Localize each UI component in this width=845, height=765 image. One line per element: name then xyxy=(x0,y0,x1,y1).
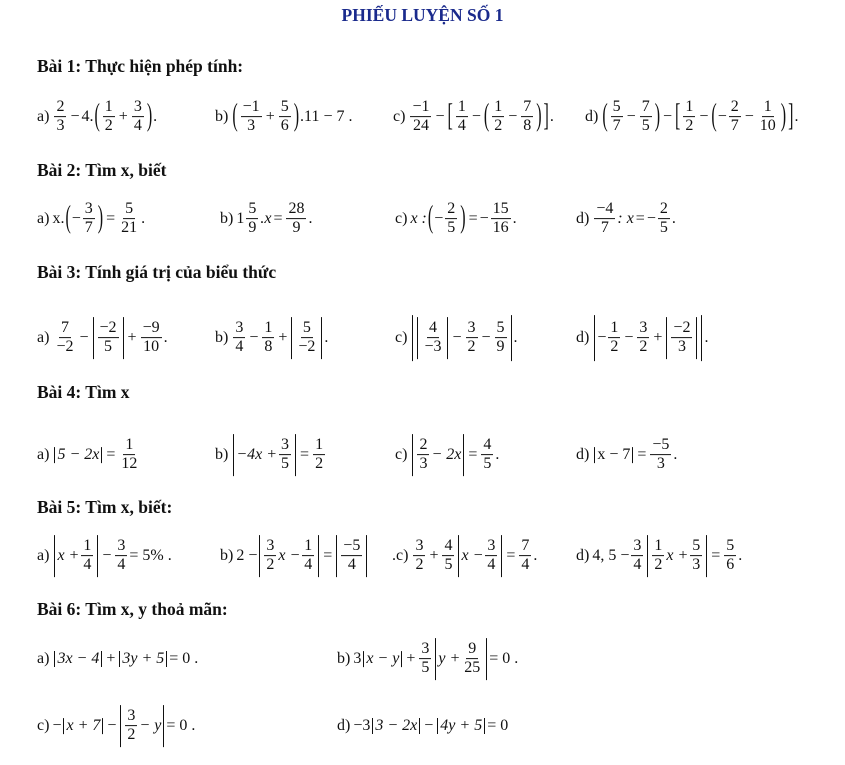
bai1-b-label: b) xyxy=(215,108,229,125)
fraction: $\frac{-1}{24}$ xyxy=(412,98,430,135)
fraction: $\frac{1}{4}$ xyxy=(457,98,466,135)
fraction: $\frac{28}{9}$ xyxy=(288,200,305,237)
fraction: $\frac{3}{4}$ xyxy=(117,537,126,574)
fraction: $\frac{5}{7}$ xyxy=(612,98,621,135)
bai6-b-label: b) xyxy=(337,650,351,667)
bai6-b: b) 3 x − y + $\frac{3}{5}$ y + $\frac{9}{25}$ = 0 . xyxy=(337,638,518,680)
fraction: $\frac{5}{6}$ xyxy=(726,537,735,574)
absolute-value: 4y + 5 xyxy=(437,718,485,734)
bai2-c-label: c) xyxy=(395,210,408,227)
absolute-value: x − $\frac{3}{4}$ xyxy=(458,535,502,577)
bai4-heading: Bài 4: Tìm x xyxy=(37,382,130,402)
fraction: $\frac{5}{9}$ xyxy=(248,200,257,237)
absolute-value: $\frac{3}{2}$ x − $\frac{1}{4}$ xyxy=(259,535,319,577)
bai3-b: b) $\frac{3}{4}$ − $\frac{1}{8}$ + $\frac{5}{-2}$ . xyxy=(215,317,328,359)
absolute-value: x − 7 xyxy=(594,447,633,463)
fraction: $\frac{2}{3}$ xyxy=(56,98,65,135)
bai2-b-label: b) xyxy=(220,210,234,227)
fraction: $\frac{1}{2}$ xyxy=(685,98,694,135)
fraction: $\frac{1}{2}$ xyxy=(610,319,619,356)
absolute-value xyxy=(336,535,367,577)
fraction: $\frac{2}{7}$ xyxy=(730,98,739,135)
fraction: $\frac{-4}{7}$ xyxy=(596,200,614,237)
bai1-a-label: a) xyxy=(37,108,50,125)
bai3-b-label: b) xyxy=(215,329,229,346)
fraction: $\frac{5}{21}$ xyxy=(121,200,138,237)
bai6-a-label: a) xyxy=(37,650,50,667)
absolute-value: x + $\frac{1}{4}$ xyxy=(54,535,98,577)
fraction: $\frac{3}{2}$ xyxy=(639,319,648,356)
bai5-c: .c) $\frac{3}{2}$ + $\frac{4}{5}$ x − $\frac{3}{4}$ = $\frac{7}{4}$ . xyxy=(392,535,537,577)
fraction: $\frac{2}{3}$ xyxy=(419,436,428,473)
bai3-heading: Bài 3: Tính giá trị của biểu thức xyxy=(37,262,277,282)
fraction: $\frac{4}{5}$ xyxy=(444,537,453,574)
absolute-value: − $\frac{1}{2}$ − $\frac{3}{2}$ + $\frac{-2}{3}$ xyxy=(594,315,702,361)
fraction: $\frac{3}{2}$ xyxy=(266,537,275,574)
bai1-c: c) $\frac{-1}{24}$ − [ $\frac{1}{4}$ − ( $\frac{1}{2}$ − $\frac{7}{8}$ ) ] . xyxy=(393,98,554,135)
absolute-value xyxy=(666,317,697,359)
fraction: $\frac{4}{5}$ xyxy=(483,436,492,473)
fraction: $\frac{9}{25}$ xyxy=(464,640,481,677)
bai6-c: c) − x + 7 − $\frac{3}{2}$ − y = 0 . xyxy=(37,705,195,747)
bai5-b: b) 2 − $\frac{3}{2}$ x − $\frac{1}{4}$ = $\frac{-5}{4}$ xyxy=(220,535,369,577)
bai2-c: c) x : ( − $\frac{2}{5}$ ) = − $\frac{15}{16}$ . xyxy=(395,200,517,237)
fraction: $\frac{7}{-2}$ xyxy=(56,319,74,356)
bai2-a-label: a) xyxy=(37,210,50,227)
absolute-value: 5 − 2x xyxy=(54,447,102,463)
absolute-value xyxy=(93,317,124,359)
bai3-c-label: c) xyxy=(395,329,408,346)
absolute-value: 3x − 4 xyxy=(54,651,102,667)
bai6-heading: Bài 6: Tìm x, y thoả mãn: xyxy=(37,599,228,619)
fraction: $\frac{1}{2}$ xyxy=(104,98,113,135)
absolute-value: y + $\frac{9}{25}$ xyxy=(435,638,487,680)
bai3-a-label: a) xyxy=(37,329,50,346)
bai4-b: b) −4x + $\frac{3}{5}$ = $\frac{1}{2}$ xyxy=(215,434,327,476)
absolute-value: x − y xyxy=(363,651,402,667)
fraction: $\frac{1}{4}$ xyxy=(304,537,313,574)
bai4-a-label: a) xyxy=(37,446,50,463)
bai4-d: d) x − 7 = $\frac{-5}{3}$ . xyxy=(576,436,678,473)
absolute-value: $\frac{3}{2}$ − y xyxy=(120,705,164,747)
absolute-value xyxy=(291,317,322,359)
bai5-d: d) 4, 5 − $\frac{3}{4}$ $\frac{1}{2}$ x + $\frac{5}{3}$ = $\frac{5}{6}$ . xyxy=(576,535,742,577)
fraction: $\frac{3}{5}$ xyxy=(281,436,290,473)
fraction: $\frac{3}{4}$ xyxy=(487,537,496,574)
absolute-value: 3y + 5 xyxy=(119,651,167,667)
bai2-d: d) $\frac{-4}{7}$ : x = − $\frac{2}{5}$ . xyxy=(576,200,676,237)
bai6-c-label: c) xyxy=(37,717,50,734)
fraction: $\frac{3}{2}$ xyxy=(415,537,424,574)
bai2-d-label: d) xyxy=(576,210,590,227)
fraction: $\frac{2}{5}$ xyxy=(659,200,668,237)
bai3-a: a) $\frac{7}{-2}$ − $\frac{-2}{5}$ + $\frac{-9}{10}$ . xyxy=(37,317,168,359)
fraction: $\frac{1}{4}$ xyxy=(83,537,92,574)
bai6-d-label: d) xyxy=(337,717,351,734)
bai1-d: d) ( $\frac{5}{7}$ − $\frac{7}{5}$ ) − [ $\frac{1}{2}$ − ( − $\frac{2}{7}$ − $\frac{1}{10}$ ) ] . xyxy=(585,98,799,135)
bai1-c-label: c) xyxy=(393,108,406,125)
bai4-a: a) 5 − 2x = $\frac{1}{12}$ xyxy=(37,436,138,473)
fraction: $\frac{2}{5}$ xyxy=(447,200,456,237)
absolute-value: $\frac{2}{3}$ − 2x xyxy=(412,434,464,476)
fraction: $\frac{-9}{10}$ xyxy=(142,319,160,356)
bai1-a: a) $\frac{2}{3}$ − 4 . ( $\frac{1}{2}$ + $\frac{3}{4}$ ) . xyxy=(37,98,158,135)
fraction: $\frac{3}{2}$ xyxy=(127,707,136,744)
fraction: $\frac{3}{4}$ xyxy=(633,537,642,574)
bai4-c-label: c) xyxy=(395,446,408,463)
fraction: $\frac{1}{2}$ xyxy=(315,436,324,473)
fraction: $\frac{-2}{5}$ xyxy=(99,319,117,356)
bai3-d-label: d) xyxy=(576,329,590,346)
fraction: $\frac{1}{8}$ xyxy=(264,319,273,356)
fraction: $\frac{4}{-3}$ xyxy=(424,319,442,356)
bai2-heading: Bài 2: Tìm x, biết xyxy=(37,160,167,180)
fraction: $\frac{-1}{3}$ xyxy=(242,98,260,135)
fraction: $\frac{1}{2}$ xyxy=(654,537,663,574)
fraction: $\frac{5}{6}$ xyxy=(280,98,289,135)
bai5-c-label: .c) xyxy=(392,547,409,564)
fraction: $\frac{7}{8}$ xyxy=(523,98,532,135)
fraction: $\frac{-2}{3}$ xyxy=(673,319,691,356)
fraction: $\frac{1}{12}$ xyxy=(121,436,138,473)
bai4-c: c) $\frac{2}{3}$ − 2x = $\frac{4}{5}$ . xyxy=(395,434,499,476)
fraction: $\frac{5}{3}$ xyxy=(692,537,701,574)
fraction: $\frac{1}{10}$ xyxy=(759,98,776,135)
fraction: $\frac{3}{7}$ xyxy=(84,200,93,237)
bai6-a: a) 3x − 4 + 3y + 5 = 0 . xyxy=(37,650,199,667)
bai4-b-label: b) xyxy=(215,446,229,463)
fraction: $\frac{3}{2}$ xyxy=(467,319,476,356)
fraction: $\frac{5}{-2}$ xyxy=(298,319,316,356)
worksheet-title: PHIẾU LUYỆN SỐ 1 xyxy=(341,5,504,25)
absolute-value: −4x + $\frac{3}{5}$ xyxy=(233,434,296,476)
fraction: $\frac{-5}{4}$ xyxy=(343,537,361,574)
fraction: $\frac{7}{5}$ xyxy=(641,98,650,135)
absolute-value: $\frac{4}{-3}$ − $\frac{3}{2}$ − $\frac{5}{9}$ xyxy=(412,315,511,361)
bai1-heading: Bài 1: Thực hiện phép tính: xyxy=(37,56,244,76)
bai3-c: c) $\frac{4}{-3}$ − $\frac{3}{2}$ − $\frac{5}{9}$ . xyxy=(395,315,518,361)
fraction: $\frac{7}{4}$ xyxy=(521,537,530,574)
bai5-a: a) x + $\frac{1}{4}$ − $\frac{3}{4}$ = 5% . xyxy=(37,535,172,577)
bai5-heading: Bài 5: Tìm x, biết: xyxy=(37,497,173,517)
bai2-a: a) x. ( − $\frac{3}{7}$ ) = $\frac{5}{21}$ . xyxy=(37,200,146,237)
fraction: $\frac{5}{9}$ xyxy=(496,319,505,356)
bai5-d-label: d) xyxy=(576,547,590,564)
bai5-b-label: b) xyxy=(220,547,234,564)
absolute-value: 3 − 2x xyxy=(372,718,420,734)
absolute-value: $\frac{1}{2}$ x + $\frac{5}{3}$ xyxy=(647,535,707,577)
fraction: $\frac{1}{2}$ xyxy=(494,98,503,135)
bai3-d: d) − $\frac{1}{2}$ − $\frac{3}{2}$ + $\frac{-2}{3}$ . xyxy=(576,315,708,361)
bai5-a-label: a) xyxy=(37,547,50,564)
fraction: $\frac{15}{16}$ xyxy=(492,200,509,237)
bai1-d-label: d) xyxy=(585,108,599,125)
bai4-d-label: d) xyxy=(576,446,590,463)
bai1-b: b) ( $\frac{-1}{3}$ + $\frac{5}{6}$ ) .11 − 7 . xyxy=(215,98,353,135)
fraction: $\frac{-5}{3}$ xyxy=(652,436,670,473)
fraction: $\frac{3}{4}$ xyxy=(133,98,142,135)
absolute-value xyxy=(417,317,448,359)
bai2-b: b) 1 $\frac{5}{9}$ .x = $\frac{28}{9}$ . xyxy=(220,200,313,237)
absolute-value: x + 7 xyxy=(63,718,103,734)
fraction: $\frac{3}{5}$ xyxy=(421,640,430,677)
fraction: $\frac{3}{4}$ xyxy=(235,319,244,356)
bai6-d: d) −3 3 − 2x − 4y + 5 = 0 xyxy=(337,717,509,734)
